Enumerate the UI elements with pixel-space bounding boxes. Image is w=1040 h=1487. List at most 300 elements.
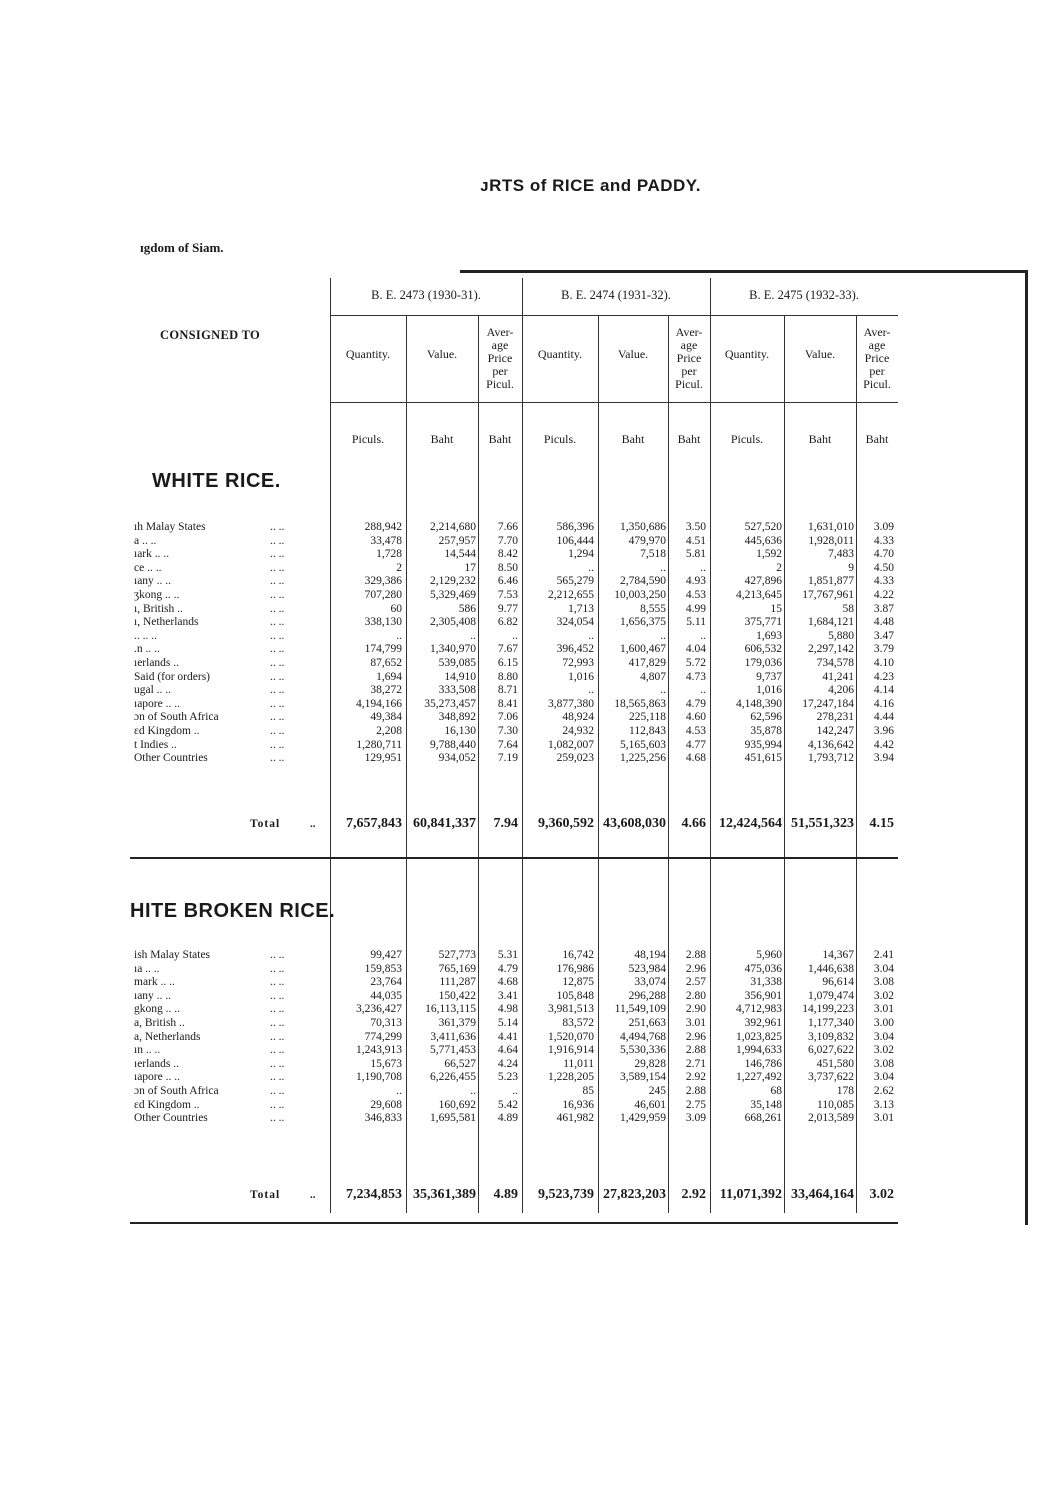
value-cell: 5,880 xyxy=(828,629,854,642)
total-quantity: 7,234,853 xyxy=(346,1187,402,1202)
avg-price-cell: 4.51 xyxy=(685,534,706,547)
quantity-cell: 1,694 xyxy=(376,670,402,683)
avg-price-cell: 5.31 xyxy=(497,949,518,961)
value-cell: 17,247,184 xyxy=(802,697,854,710)
value-cell: 48,194 xyxy=(634,949,666,961)
quantity-cell: 3,981,513 xyxy=(548,1003,594,1016)
avg-price-cell: 4.79 xyxy=(685,697,706,710)
table-row xyxy=(130,752,900,766)
avg-price-cell: 2.88 xyxy=(685,1084,706,1097)
quantity-cell: 1,994,633 xyxy=(736,1044,782,1057)
avg-price-cell: 2.88 xyxy=(685,1044,706,1057)
value-cell: 4,206 xyxy=(828,684,854,697)
avg-price-cell: 4.93 xyxy=(685,575,706,588)
avg-price-cell: 7.19 xyxy=(497,752,518,765)
quantity-cell: 16,936 xyxy=(562,1098,594,1111)
col-value: Value. xyxy=(617,347,649,361)
table-row xyxy=(130,1058,900,1072)
broken-rice-total-row xyxy=(130,1184,900,1206)
avg-price-cell: 2.88 xyxy=(685,949,706,961)
avg-price-cell: 8.50 xyxy=(497,561,518,574)
value-cell: 2,784,590 xyxy=(620,575,666,588)
avg-price-cell: 7.30 xyxy=(497,724,518,737)
leader-dots: .. .. xyxy=(270,684,285,697)
avg-price-cell: 3.01 xyxy=(685,1016,706,1029)
table-row xyxy=(130,739,900,753)
quantity-cell: 2,212,655 xyxy=(548,588,594,601)
quantity-cell: 668,261 xyxy=(744,1112,782,1125)
quantity-cell: 565,279 xyxy=(556,575,594,588)
leader-dots: .. .. xyxy=(270,616,285,629)
avg-price-cell: 7.53 xyxy=(497,588,518,601)
quantity-cell: .. xyxy=(396,629,402,642)
table-row xyxy=(130,698,900,712)
quantity-cell: 44,035 xyxy=(370,989,402,1002)
value-cell: 245 xyxy=(648,1084,666,1097)
destination-name: a .. .. xyxy=(134,534,157,547)
value-cell: 5,530,336 xyxy=(620,1044,666,1057)
quantity-cell: 1,592 xyxy=(756,548,782,561)
destination-name: ıany .. .. xyxy=(134,989,172,1002)
value-cell: .. xyxy=(470,629,476,642)
avg-price-cell: 3.04 xyxy=(873,962,894,975)
table-row xyxy=(130,1099,900,1113)
destination-name: Other Countries xyxy=(134,752,208,765)
value-cell: 361,379 xyxy=(438,1016,476,1029)
avg-price-cell: 3.13 xyxy=(873,1098,894,1111)
leader-dots: .. .. xyxy=(270,1084,285,1097)
avg-price-cell: 3.96 xyxy=(873,724,894,737)
value-cell: 16,113,115 xyxy=(425,1003,476,1016)
value-cell: 2,305,408 xyxy=(430,616,476,629)
quantity-cell: 15,673 xyxy=(370,1057,402,1070)
quantity-cell: 68 xyxy=(770,1084,782,1097)
value-cell: 5,329,469 xyxy=(430,588,476,601)
leader-dots: .. .. xyxy=(270,1098,285,1111)
value-cell: 6,226,455 xyxy=(430,1071,476,1084)
table-row xyxy=(130,671,900,685)
avg-price-cell: 2.92 xyxy=(685,1071,706,1084)
destination-name: gkong .. .. xyxy=(134,1003,180,1016)
destination-name: ıa .. .. xyxy=(134,962,160,975)
value-cell: 17,767,961 xyxy=(802,588,854,601)
quantity-cell: .. xyxy=(396,1084,402,1097)
value-cell: 35,273,457 xyxy=(424,697,476,710)
avg-price-cell: 8.71 xyxy=(497,684,518,697)
col-average-price: Aver- age Price per Picul. xyxy=(486,325,514,391)
value-cell: 142,247 xyxy=(816,724,854,737)
value-cell: 178 xyxy=(836,1084,854,1097)
value-cell: 66,527 xyxy=(444,1057,476,1070)
value-cell: 4,136,642 xyxy=(808,738,854,751)
quantity-cell: 427,896 xyxy=(744,575,782,588)
avg-price-cell: 3.41 xyxy=(497,989,518,1002)
table-row xyxy=(130,616,900,630)
quantity-cell: 1,228,205 xyxy=(548,1071,594,1084)
value-cell: 3,109,832 xyxy=(808,1030,854,1043)
quantity-cell: 1,016 xyxy=(568,670,594,683)
quantity-cell: 159,853 xyxy=(364,962,402,975)
avg-price-cell: 4.33 xyxy=(873,575,894,588)
avg-price-cell: 8.80 xyxy=(497,670,518,683)
quantity-cell: 105,848 xyxy=(556,989,594,1002)
quantity-cell: 174,799 xyxy=(364,643,402,656)
unit-baht: Baht xyxy=(430,432,454,446)
value-cell: 765,169 xyxy=(438,962,476,975)
avg-price-cell: 2.41 xyxy=(873,949,894,961)
avg-price-cell: 2.71 xyxy=(685,1057,706,1070)
destination-name: a, British .. xyxy=(134,1016,185,1029)
leader-dots: .. .. xyxy=(270,711,285,724)
value-cell: 1,429,959 xyxy=(620,1112,666,1125)
value-cell: 225,118 xyxy=(629,711,666,724)
quantity-cell: 33,478 xyxy=(370,534,402,547)
col-quantity: Quantity. xyxy=(537,347,583,361)
avg-price-cell: 3.09 xyxy=(873,521,894,533)
destination-name: ıerlands .. xyxy=(134,1057,180,1070)
table-row xyxy=(130,976,900,990)
table-row xyxy=(130,949,900,963)
destination-name: ıany .. .. xyxy=(134,575,172,588)
value-cell: 2,129,232 xyxy=(430,575,476,588)
value-cell: 18,565,863 xyxy=(614,697,666,710)
quantity-cell: 106,444 xyxy=(556,534,594,547)
destination-name: .. .. .. xyxy=(134,629,157,642)
table-row xyxy=(130,548,900,562)
total-dots: .. xyxy=(310,818,316,830)
quantity-cell: 99,427 xyxy=(370,949,402,961)
quantity-cell: 1,713 xyxy=(568,602,594,615)
table-bottom-rule xyxy=(130,1222,898,1224)
avg-price-cell: 4.77 xyxy=(685,738,706,751)
value-cell: 150,422 xyxy=(438,989,476,1002)
leader-dots: .. .. xyxy=(270,656,285,669)
destination-name: ı, Netherlands xyxy=(134,616,199,629)
avg-price-cell: 4.14 xyxy=(873,684,894,697)
total-label: Total xyxy=(250,818,281,830)
value-cell: 479,970 xyxy=(628,534,666,547)
table-row xyxy=(130,1017,900,1031)
avg-price-cell: 4.99 xyxy=(685,602,706,615)
avg-price-cell: 2.57 xyxy=(685,976,706,989)
total-avg: 2.92 xyxy=(681,1187,706,1202)
value-cell: 96,614 xyxy=(822,976,854,989)
quantity-cell: 3,877,380 xyxy=(548,697,594,710)
value-cell: 1,928,011 xyxy=(808,534,854,547)
avg-price-cell: 2.62 xyxy=(873,1084,894,1097)
leader-dots: .. .. xyxy=(270,548,285,561)
quantity-cell: 176,986 xyxy=(556,962,594,975)
quantity-cell: 1,190,708 xyxy=(356,1071,402,1084)
period-2473: B. E. 2473 (1930-31). xyxy=(371,288,481,302)
white-rice-rows xyxy=(130,521,900,766)
leader-dots: .. .. xyxy=(270,989,285,1002)
quantity-cell: 35,148 xyxy=(750,1098,782,1111)
unit-baht: Baht xyxy=(488,432,512,446)
destination-name: Other Countries xyxy=(134,1112,208,1125)
value-cell: 11,549,109 xyxy=(614,1003,666,1016)
rice-export-table xyxy=(130,270,902,1225)
unit-piculs: Piculs. xyxy=(351,432,385,446)
destination-name: ugal .. .. xyxy=(134,684,172,697)
table-row xyxy=(130,963,900,977)
leader-dots: .. .. xyxy=(270,697,285,710)
avg-price-cell: 4.50 xyxy=(873,561,894,574)
quantity-cell: 1,227,492 xyxy=(736,1071,782,1084)
value-cell: 1,851,877 xyxy=(808,575,854,588)
total-avg: 7.94 xyxy=(493,816,518,831)
avg-price-cell: 6.15 xyxy=(497,656,518,669)
white-rice-total-row xyxy=(130,813,900,835)
leader-dots: .. .. xyxy=(270,670,285,683)
total-avg: 3.02 xyxy=(869,1187,894,1202)
value-cell: 5,771,453 xyxy=(430,1044,476,1057)
quantity-cell: 87,652 xyxy=(370,656,402,669)
quantity-cell: 527,520 xyxy=(744,521,782,533)
quantity-cell: 38,272 xyxy=(370,684,402,697)
quantity-cell: 606,532 xyxy=(744,643,782,656)
table-row xyxy=(130,1071,900,1085)
avg-price-cell: 4.44 xyxy=(873,711,894,724)
section-title-broken-rice: HITE BROKEN RICE. xyxy=(130,900,336,922)
quantity-cell: 356,901 xyxy=(744,989,782,1002)
avg-price-cell: 3.87 xyxy=(873,602,894,615)
quantity-cell: 1,520,070 xyxy=(548,1030,594,1043)
col-quantity: Quantity. xyxy=(724,347,770,361)
destination-name: ıerlands .. xyxy=(134,656,180,669)
col-quantity: Quantity. xyxy=(345,347,391,361)
total-quantity: 9,360,592 xyxy=(538,816,594,831)
quantity-cell: 4,194,166 xyxy=(356,697,402,710)
leader-dots: .. .. xyxy=(270,643,285,656)
value-cell: 160,692 xyxy=(438,1098,476,1111)
table-row xyxy=(130,725,900,739)
avg-price-cell: 5.11 xyxy=(686,616,706,629)
table-row xyxy=(130,643,900,657)
table-row xyxy=(130,575,900,589)
value-cell: 417,829 xyxy=(628,656,666,669)
table-row xyxy=(130,521,900,535)
table-row xyxy=(130,657,900,671)
quantity-cell: 16,742 xyxy=(562,949,594,961)
header-rule xyxy=(330,402,898,403)
destination-name: .n .. .. xyxy=(134,643,160,656)
destination-name: ıapore .. .. xyxy=(134,697,180,710)
table-row xyxy=(130,1112,900,1126)
quantity-cell: 475,036 xyxy=(744,962,782,975)
leader-dots: .. .. xyxy=(270,602,285,615)
quantity-cell: 23,764 xyxy=(370,976,402,989)
header-rule xyxy=(330,315,898,316)
leader-dots: .. .. xyxy=(270,1057,285,1070)
avg-price-cell: 4.16 xyxy=(873,697,894,710)
avg-price-cell: 7.66 xyxy=(497,521,518,533)
value-cell: 1,684,121 xyxy=(808,616,854,629)
quantity-cell: 451,615 xyxy=(744,752,782,765)
quantity-cell: 445,636 xyxy=(744,534,782,547)
destination-name: t Indies .. xyxy=(134,738,177,751)
leader-dots: .. .. xyxy=(270,521,285,533)
col-average-price: Aver- age Price per Picul. xyxy=(863,325,891,391)
avg-price-cell: 3.08 xyxy=(873,976,894,989)
quantity-cell: 49,384 xyxy=(370,711,402,724)
avg-price-cell: 3.01 xyxy=(873,1112,894,1125)
table-row xyxy=(130,603,900,617)
leader-dots: .. .. xyxy=(270,1030,285,1043)
unit-baht: Baht xyxy=(677,432,701,446)
total-value: 35,361,389 xyxy=(413,1187,476,1202)
value-cell: 539,085 xyxy=(438,656,476,669)
leader-dots: .. .. xyxy=(270,1044,285,1057)
avg-price-cell: 7.64 xyxy=(497,738,518,751)
destination-name: a, Netherlands xyxy=(134,1030,201,1043)
value-cell: 451,580 xyxy=(816,1057,854,1070)
avg-price-cell: 4.23 xyxy=(873,670,894,683)
value-cell: 527,773 xyxy=(438,949,476,961)
quantity-cell: 1,082,007 xyxy=(548,738,594,751)
leader-dots: .. .. xyxy=(270,588,285,601)
quantity-cell: 1,280,711 xyxy=(356,738,402,751)
value-cell: 16,130 xyxy=(444,724,476,737)
avg-price-cell: .. xyxy=(700,684,706,697)
value-cell: 110,085 xyxy=(817,1098,854,1111)
page-title: ᴊRTS of RICE and PADDY. xyxy=(480,176,701,195)
avg-price-cell: .. xyxy=(512,629,518,642)
quantity-cell: 461,982 xyxy=(556,1112,594,1125)
table-row xyxy=(130,711,900,725)
quantity-cell: 129,951 xyxy=(364,752,402,765)
avg-price-cell: 3.47 xyxy=(873,629,894,642)
value-cell: 7,483 xyxy=(828,548,854,561)
avg-price-cell: 9.77 xyxy=(497,602,518,615)
destination-name: ıark .. .. xyxy=(134,548,170,561)
leader-dots: .. .. xyxy=(270,724,285,737)
leader-dots: .. .. xyxy=(270,752,285,765)
quantity-cell: 774,299 xyxy=(364,1030,402,1043)
quantity-cell: 3,236,427 xyxy=(356,1003,402,1016)
period-2474: B. E. 2474 (1931-32). xyxy=(561,288,671,302)
avg-price-cell: 4.70 xyxy=(873,548,894,561)
destination-name: ʒkong .. .. xyxy=(134,588,180,601)
value-cell: 6,027,622 xyxy=(808,1044,854,1057)
quantity-cell: 1,728 xyxy=(376,548,402,561)
value-cell: 296,288 xyxy=(628,989,666,1002)
value-cell: 1,177,340 xyxy=(808,1016,854,1029)
avg-price-cell: 3.79 xyxy=(873,643,894,656)
leader-dots: .. .. xyxy=(270,1071,285,1084)
value-cell: 4,494,768 xyxy=(620,1030,666,1043)
quantity-cell: 146,786 xyxy=(744,1057,782,1070)
quantity-cell: 707,280 xyxy=(364,588,402,601)
destination-name: ıapore .. .. xyxy=(134,1071,180,1084)
value-cell: 586 xyxy=(458,602,476,615)
value-cell: 41,241 xyxy=(822,670,854,683)
quantity-cell: .. xyxy=(588,629,594,642)
destination-name: ɛd Kingdom .. xyxy=(134,1098,200,1111)
value-cell: .. xyxy=(660,561,666,574)
value-cell: 33,074 xyxy=(634,976,666,989)
avg-price-cell: 4.53 xyxy=(685,588,706,601)
avg-price-cell: 5.81 xyxy=(685,548,706,561)
value-cell: 29,828 xyxy=(634,1057,666,1070)
avg-price-cell: 6.46 xyxy=(497,575,518,588)
avg-price-cell: 4.33 xyxy=(873,534,894,547)
value-cell: 934,052 xyxy=(438,752,476,765)
avg-price-cell: 4.73 xyxy=(685,670,706,683)
value-cell: 257,957 xyxy=(438,534,476,547)
quantity-cell: 29,608 xyxy=(370,1098,402,1111)
value-cell: 333,508 xyxy=(438,684,476,697)
quantity-cell: 24,932 xyxy=(562,724,594,737)
value-cell: 14,199,223 xyxy=(802,1003,854,1016)
destination-name: ıh Malay States xyxy=(134,521,206,533)
unit-baht: Baht xyxy=(621,432,645,446)
quantity-cell: .. xyxy=(588,561,594,574)
unit-piculs: Piculs. xyxy=(730,432,764,446)
quantity-cell: 2 xyxy=(776,561,782,574)
avg-price-cell: 4.79 xyxy=(497,962,518,975)
quantity-cell: 1,016 xyxy=(756,684,782,697)
leader-dots: .. .. xyxy=(270,629,285,642)
value-cell: 1,225,256 xyxy=(620,752,666,765)
table-top-rule xyxy=(460,270,1028,273)
quantity-cell: 72,993 xyxy=(562,656,594,669)
avg-price-cell: 4.89 xyxy=(497,1112,518,1125)
leader-dots: .. .. xyxy=(270,534,285,547)
destination-name: ɛd Kingdom .. xyxy=(134,724,200,737)
quantity-cell: 4,712,983 xyxy=(736,1003,782,1016)
total-value: 33,464,164 xyxy=(791,1187,854,1202)
avg-price-cell: 4.98 xyxy=(497,1003,518,1016)
quantity-cell: 12,875 xyxy=(562,976,594,989)
avg-price-cell: 5.72 xyxy=(685,656,706,669)
total-avg: 4.89 xyxy=(493,1187,518,1202)
col-value: Value. xyxy=(804,347,836,361)
page-subtitle: ɪgdom of Siam. xyxy=(140,240,224,255)
quantity-cell: .. xyxy=(588,684,594,697)
total-value: 60,841,337 xyxy=(413,816,476,831)
leader-dots: .. .. xyxy=(270,575,285,588)
avg-price-cell: 7.06 xyxy=(497,711,518,724)
quantity-cell: 1,294 xyxy=(568,548,594,561)
value-cell: 1,350,686 xyxy=(620,521,666,533)
leader-dots: .. .. xyxy=(270,962,285,975)
value-cell: 14,910 xyxy=(444,670,476,683)
avg-price-cell: .. xyxy=(512,1084,518,1097)
quantity-cell: 35,878 xyxy=(750,724,782,737)
value-cell: 112,843 xyxy=(629,724,666,737)
broken-rice-rows xyxy=(130,949,900,1126)
avg-price-cell: 2.80 xyxy=(685,989,706,1002)
leader-dots: .. .. xyxy=(270,1003,285,1016)
unit-piculs: Piculs. xyxy=(543,432,577,446)
quantity-cell: 5,960 xyxy=(756,949,782,961)
quantity-cell: 4,148,390 xyxy=(736,697,782,710)
avg-price-cell: 7.70 xyxy=(497,534,518,547)
quantity-cell: 85 xyxy=(582,1084,594,1097)
unit-baht: Baht xyxy=(865,432,889,446)
table-row xyxy=(130,535,900,549)
value-cell: 523,984 xyxy=(628,962,666,975)
total-avg: 4.15 xyxy=(869,816,894,831)
destination-name: ɔn of South Africa xyxy=(134,711,219,724)
value-cell: 1,446,638 xyxy=(808,962,854,975)
value-cell: 58 xyxy=(842,602,854,615)
avg-price-cell: 4.42 xyxy=(873,738,894,751)
avg-price-cell: 2.96 xyxy=(685,962,706,975)
avg-price-cell: 5.23 xyxy=(497,1071,518,1084)
destination-name: mark .. .. xyxy=(134,976,175,989)
